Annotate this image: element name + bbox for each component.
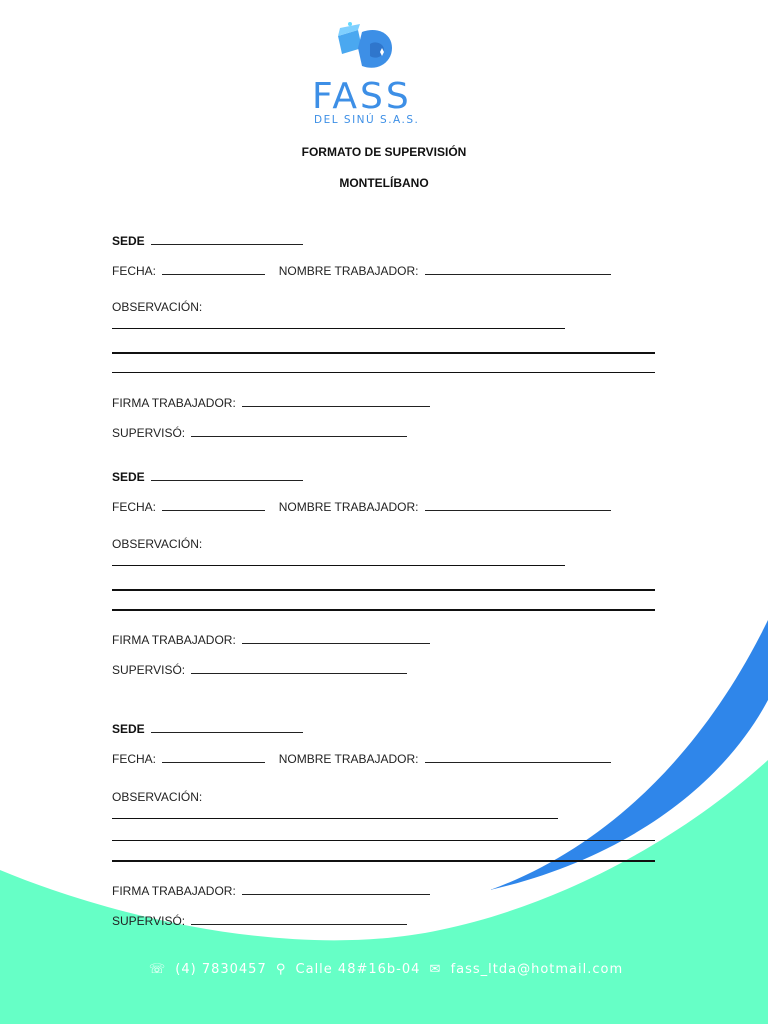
sede-label: SEDE [112, 234, 145, 248]
observacion-line[interactable] [112, 840, 655, 841]
superviso-blank[interactable] [191, 914, 407, 925]
observacion-label: OBSERVACIÓN: [112, 790, 203, 804]
superviso-label: SUPERVISÓ: [112, 663, 186, 677]
nombre-blank[interactable] [425, 264, 611, 275]
superviso-label: SUPERVISÓ: [112, 426, 186, 440]
observacion-label: OBSERVACIÓN: [112, 300, 203, 314]
sede-row-3 [112, 722, 303, 736]
firma-label: FIRMA TRABAJADOR: [112, 884, 236, 898]
observacion-line[interactable] [112, 372, 655, 373]
phone-text: (4) 7830457 [175, 962, 267, 977]
observacion-line[interactable] [112, 818, 558, 819]
fecha-blank[interactable] [162, 752, 265, 763]
document-title: FORMATO DE SUPERVISIÓN [301, 145, 467, 159]
sede-blank[interactable] [151, 470, 303, 481]
fecha-row-3 [112, 752, 611, 766]
fecha-blank[interactable] [162, 500, 265, 511]
fecha-label: FECHA: [112, 264, 157, 278]
fecha-blank[interactable] [162, 264, 265, 275]
location-pin-icon: ⚲ [275, 962, 287, 977]
fecha-row-2 [112, 500, 611, 514]
sede-label: SEDE [112, 470, 145, 484]
document-subtitle: MONTELÍBANO [339, 176, 429, 190]
observacion-line[interactable] [112, 860, 655, 862]
nombre-label: NOMBRE TRABAJADOR: [278, 500, 419, 514]
sede-blank[interactable] [151, 234, 303, 245]
observacion-label: OBSERVACIÓN: [112, 537, 203, 551]
fecha-label: FECHA: [112, 752, 157, 766]
firma-blank[interactable] [242, 884, 430, 895]
superviso-row-2 [112, 663, 407, 677]
logo-subtitle: DEL SINÚ S.A.S. [314, 114, 420, 126]
sede-blank[interactable] [151, 722, 303, 733]
cleaning-hand-icon [300, 18, 440, 78]
superviso-blank[interactable] [191, 426, 407, 437]
nombre-label: NOMBRE TRABAJADOR: [278, 752, 419, 766]
firma-row-1 [112, 396, 430, 410]
address-text: Calle 48#16b-04 [295, 962, 421, 977]
superviso-label: SUPERVISÓ: [112, 914, 186, 928]
firma-row-2 [112, 633, 430, 647]
envelope-icon: ✉ [429, 962, 442, 977]
observacion-line[interactable] [112, 565, 565, 566]
observacion-line[interactable] [112, 328, 565, 329]
sede-label: SEDE [112, 722, 145, 736]
superviso-row-1 [112, 426, 407, 440]
logo-brand: FASS [312, 76, 412, 117]
superviso-row-3 [112, 914, 407, 928]
observacion-line[interactable] [112, 609, 655, 611]
firma-blank[interactable] [242, 633, 430, 644]
firma-blank[interactable] [242, 396, 430, 407]
observacion-line[interactable] [112, 352, 655, 354]
contact-footer [0, 962, 768, 977]
nombre-blank[interactable] [425, 500, 611, 511]
observacion-line[interactable] [112, 589, 655, 591]
firma-label: FIRMA TRABAJADOR: [112, 633, 236, 647]
fecha-label: FECHA: [112, 500, 157, 514]
email-text: fass_ltda@hotmail.com [450, 962, 624, 977]
firma-label: FIRMA TRABAJADOR: [112, 396, 236, 410]
nombre-blank[interactable] [425, 752, 611, 763]
phone-icon: ☏ [148, 962, 167, 977]
company-logo [300, 18, 440, 130]
fecha-row-1 [112, 264, 611, 278]
superviso-blank[interactable] [191, 663, 407, 674]
nombre-label: NOMBRE TRABAJADOR: [278, 264, 419, 278]
sede-row-2 [112, 470, 303, 484]
firma-row-3 [112, 884, 430, 898]
sede-row-1 [112, 234, 303, 248]
